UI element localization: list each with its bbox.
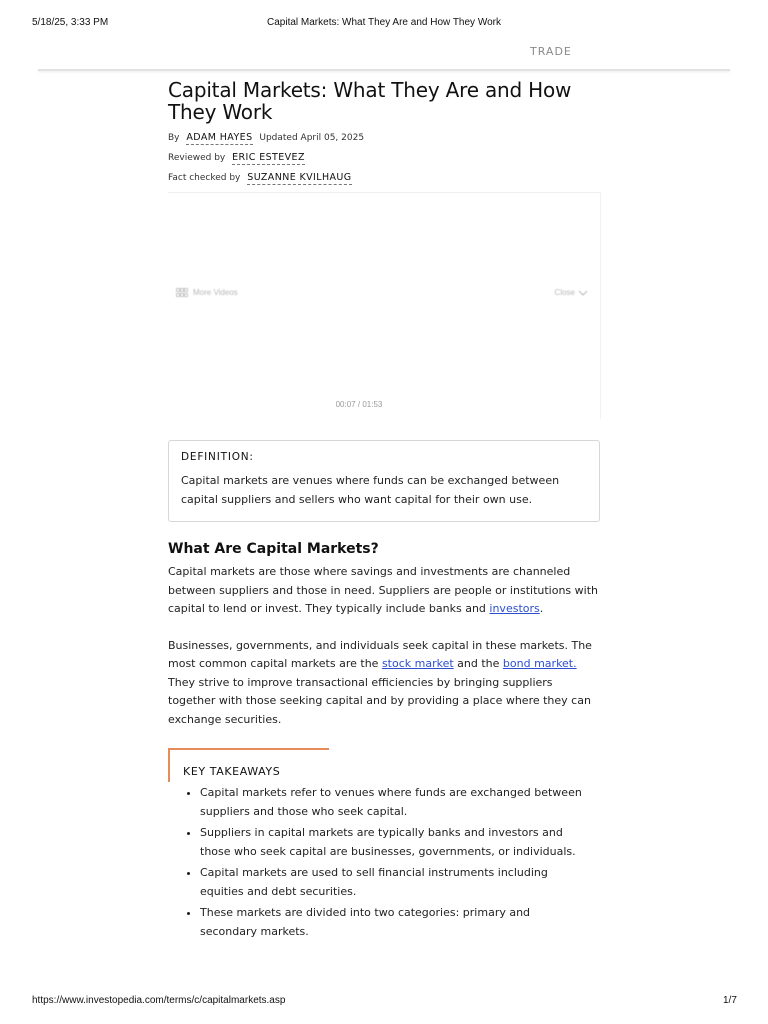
takeaway-item: • Suppliers in capital markets are typically banks and investors and those who seek capital are businesses, governments, or individuals. (200, 824, 590, 861)
more-videos-button[interactable] (176, 288, 238, 298)
paragraph-2-end: They strive to improve transactional efficiencies by bringing suppliers together with those seeking capital and by providing a place where they can exchange securities. (168, 675, 591, 726)
takeaways-title: KEY TAKEAWAYS (183, 765, 281, 778)
takeaways-accent-left (168, 748, 170, 782)
print-footer-url: https://www.investopedia.com/terms/c/capitalmarkets.asp (32, 995, 286, 1006)
byline-factcheck-row (168, 172, 600, 184)
takeaway-item: • These markets are divided into two categories: primary and secondary markets. (200, 904, 590, 941)
article-headline: Capital Markets: What They Are and How They Work (168, 78, 572, 124)
takeaways-list (182, 784, 590, 944)
close-label: Close (554, 288, 575, 297)
byline-author-row (168, 132, 600, 144)
video-current-time: 00:07 (335, 400, 356, 409)
chevron-down-icon (578, 289, 588, 297)
definition-label: DEFINITION: (181, 451, 254, 463)
investors-link[interactable]: investors (489, 602, 540, 615)
takeaway-item: • Capital markets are used to sell financial instruments including equities and debt securities. (200, 864, 590, 901)
takeaway-item: • Capital markets refer to venues where funds are exchanged between suppliers and those who seek capital. (200, 784, 590, 821)
video-player[interactable] (168, 192, 601, 419)
video-duration: 01:53 (362, 400, 383, 409)
byline-reviewer-row (168, 152, 600, 164)
factcheck-label: Fact checked by (168, 173, 241, 183)
section-heading: What Are Capital Markets? (168, 541, 379, 557)
what-are-capital-markets-section (168, 540, 600, 729)
paragraph-1-end: . (539, 602, 544, 615)
video-time-separator: / (357, 400, 361, 409)
more-videos-label: More Videos (193, 288, 238, 298)
by-label: By (168, 133, 180, 143)
header-divider (38, 69, 730, 71)
paragraph-1 (168, 563, 600, 619)
reviewer-link[interactable]: ERIC ESTEVEZ (232, 152, 305, 163)
takeaways-accent-top (168, 748, 329, 750)
factchecker-link[interactable]: SUZANNE KVILHAUG (247, 172, 352, 183)
paragraph-1-text: Capital markets are those where savings and investments are channeled between suppliers and those in need. Suppliers are people or institutions with capital to lend or invest. They typically include banks and (168, 565, 598, 615)
updated-date: Updated April 05, 2025 (259, 133, 365, 143)
bond-market-link[interactable]: bond market. (502, 657, 577, 670)
video-close-button[interactable] (555, 288, 588, 297)
grid-icon (176, 288, 188, 298)
definition-text: Capital markets are venues where funds can be exchanged between capital suppliers and sellers who want capital for their own use. (181, 474, 560, 506)
paragraph-2-text: Businesses, governments, and individuals seek capital in these markets. The most common capital markets are the (168, 638, 592, 670)
print-page-title: Capital Markets: What They Are and How They Work (267, 17, 501, 28)
paragraph-2-mid: and the (453, 657, 503, 670)
definition-box (168, 440, 600, 522)
stock-market-link[interactable]: stock market (381, 657, 454, 670)
author-link[interactable]: ADAM HAYES (186, 132, 253, 143)
article-header (168, 79, 600, 184)
print-datetime: 5/18/25, 3:33 PM (32, 17, 109, 28)
nav-trade-link[interactable]: TRADE (530, 45, 572, 58)
reviewed-label: Reviewed by (168, 153, 226, 163)
video-timecode (168, 400, 550, 409)
paragraph-2 (168, 637, 600, 730)
print-page-number: 1/7 (723, 995, 737, 1006)
